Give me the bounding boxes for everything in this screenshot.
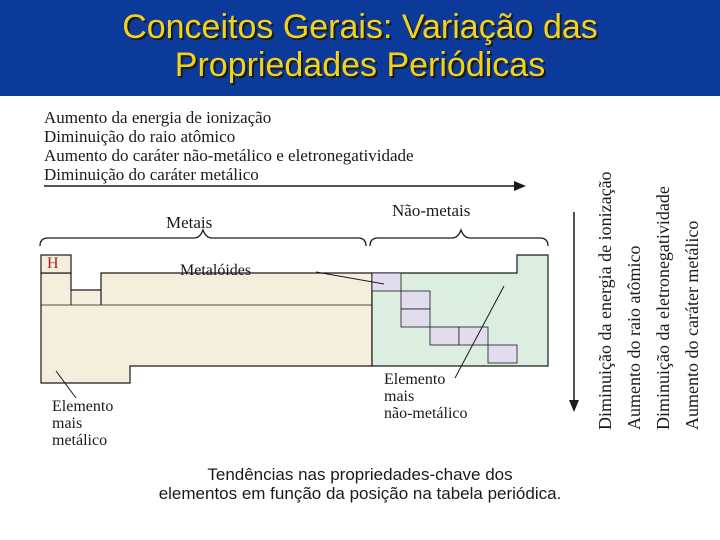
trend-ionization-decrease: Diminuição da energia de ionização: [595, 171, 615, 430]
metalloid-cell: [372, 273, 401, 291]
metalloid-cell: [401, 291, 430, 309]
metalloid-cell: [430, 327, 459, 345]
caption-line-1: Tendências nas propriedades-chave dos: [207, 465, 513, 484]
vertical-arrow-head: [569, 400, 579, 412]
trend-metallic-decrease: Diminuição do caráter metálico: [44, 165, 259, 184]
most-metallic-line-2: mais: [52, 415, 83, 432]
most-metallic-line-3: metálico: [52, 432, 108, 449]
nonmetals-region: [372, 255, 548, 366]
metals-label: Metais: [166, 213, 213, 232]
metalloids-label: Metalóides: [180, 262, 252, 279]
title-line-2: Propriedades Periódicas: [174, 46, 546, 84]
trend-radius-increase: Aumento do raio atômico: [624, 245, 644, 430]
nonmetals-brace: [370, 230, 548, 246]
most-nonmetallic-line-1: Elemento: [384, 371, 446, 388]
title-line-1: Conceitos Gerais: Variação das: [122, 8, 598, 46]
hydrogen-symbol: H: [47, 255, 59, 272]
most-nonmetallic-label: [384, 371, 468, 422]
metalloid-cell: [488, 345, 517, 363]
metalloid-cell: [401, 309, 430, 327]
nonmetals-label: Não-metais: [392, 201, 471, 220]
trend-radius-decrease: Diminuição do raio atômico: [44, 127, 236, 146]
metals-region: [41, 273, 372, 383]
trend-electronegativity-decrease: Diminuição da eletronegatividade: [653, 186, 673, 430]
horizontal-arrow-head: [514, 181, 526, 191]
trend-metallic-increase: Aumento do caráter metálico: [682, 220, 702, 430]
trend-nonmetallic-increase: Aumento do caráter não-metálico e eletronegatividade: [44, 146, 414, 165]
most-metallic-label: [52, 398, 113, 449]
most-nonmetallic-line-2: mais: [384, 388, 415, 405]
most-metallic-line-1: Elemento: [52, 398, 114, 415]
most-nonmetallic-line-3: não-metálico: [384, 405, 468, 422]
caption-line-2: elementos em função da posição na tabela periódica.: [158, 484, 562, 503]
trend-ionization-increase: Aumento da energia de ionização: [44, 108, 272, 127]
